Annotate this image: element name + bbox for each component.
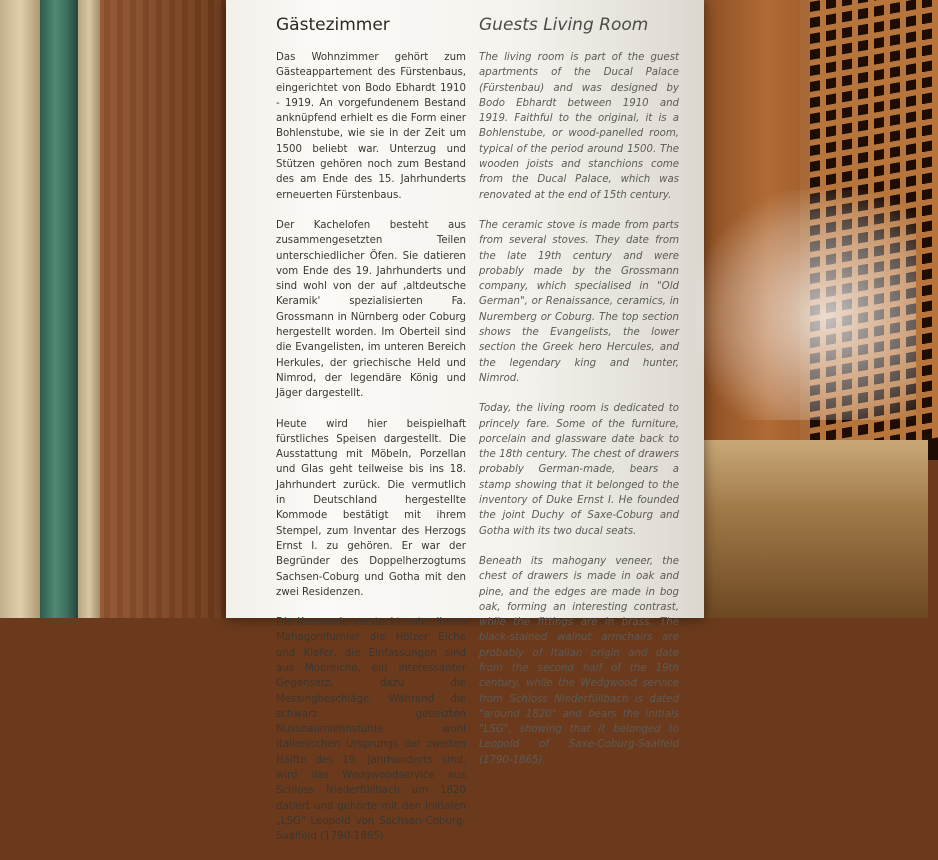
german-paragraph: Das Wohnzimmer gehört zum Gästeappartement des Fürstenbaus, eingerichtet von Bodo Ebhardt 1910 - 1919. An vorgefundenem Bestand anknüpfend erhielt es die Form einer Bohlenstube, wie sie in der Zeit um 1500 beliebt war. Unterzug und Stützen gehören noch zum Bestand des am Ende des 15. Jahrhunderts erneuerten Fürstenbaus. <box>276 52 466 201</box>
german-paragraph: Der Kachelofen besteht aus zusammengesetzten Teilen unterschiedlicher Öfen. Sie datieren vom Ende des 19. Jahrhunderts und sind wohl von der auf ‚altdeutsche Keramik' spezialisierten Fa. Grossmann in Nürnberg oder Coburg hergestellt worden. Im Oberteil sind die Evangelisten, im unteren Bereich Herkules, der griechische Held und Nimrod, der legendäre König und Jäger dargestellt. <box>276 219 466 400</box>
german-text-column <box>276 14 466 860</box>
german-paragraph: Heute wird hier beispielhaft fürstliches Speisen dargestellt. Die Ausstattung mit Möbeln, Porzellan und Glas geht teilweise bis ins 18. Jahrhundert zurück. Die vermutlich in Deutschland hergestellte Kommode bestätigt mit ihrem Stempel, zum Inventar des Herzogs Ernst I. zu gehören. Er war der Begründer des Doppelherzogtums Sachsen-Coburg und Gotha mit den zwei Residenzen. <box>276 418 466 598</box>
stone-pillar <box>0 0 40 618</box>
german-title: Gästezimmer <box>276 15 390 35</box>
wooden-floor <box>700 440 928 618</box>
english-paragraph: The ceramic stove is made from parts from several stoves. They date from the late 19th century and were probably made by the Grossmann company, which specialised in "Old German", or Renaissance, ceramics, in Nuremberg or Coburg. The top section shows the Evangelists, the lower section the Greek hero Hercules, and the legendary king and hunter, Nimrod. <box>479 219 679 384</box>
green-marble-column <box>40 0 78 618</box>
stone-column-edge <box>78 0 100 618</box>
radiator-lattice-cover <box>800 0 938 460</box>
english-text-column <box>479 14 679 783</box>
english-title: Guests Living Room <box>479 15 649 35</box>
english-paragraph: The living room is part of the guest apartments of the Ducal Palace (Fürstenbau) and was designed by Bodo Ebhardt between 1910 and 1919. Faithful to the original, it is a Bohlenstube, or wood-panelled room, typical of the period around 1500. The wooden joists and stanchions come from the Ducal Palace, which was renovated at the end of 15th century. <box>479 52 679 201</box>
english-paragraph: Beneath its mahogany veneer, the chest of drawers is made in oak and pine, and the edges are made in bog oak, forming an interesting contrast, while the fittings are in brass. The black-stained walnut armchairs are probably of Italian origin and date from the second half of the 19th century, while the Wedgwood service from Schloss Niederfüllbach is dated "around 1820" and bears the initials "LSG", showing that it belonged to Leopold of Saxe-Coburg-Saalfeld (1790-1865). <box>479 555 679 766</box>
information-sign <box>226 0 704 843</box>
german-paragraph: Die Kommode versteckt unter ihrem Mahagonifurnier die Hölzer Eiche und Kiefer, die Einfassungen sind aus Mooreiche, ein interessanter Gegensatz, dazu die Messingbeschläge. Während die schwarz gebeizten Nussbaumlehnstühle wohl italienischen Ursprungs der zweiten Hälfte des 19. Jahrhunderts sind, wird das Wedgwoodservice aus Schloss Niederfüllbach um 1820 datiert und gehörte mit den Initialen „LSG" Leopold von Sachsen-Coburg-Saalfeld (1790-1865). <box>276 617 466 843</box>
english-paragraph: Today, the living room is dedicated to princely fare. Some of the furniture, porcelain and glassware date back to the 18th century. The chest of drawers probably German-made, bears a stamp showing that it belonged to the inventory of Duke Ernst I. He founded the joint Duchy of Saxe-Coburg and Gotha with its two ducal seats. <box>479 403 679 537</box>
